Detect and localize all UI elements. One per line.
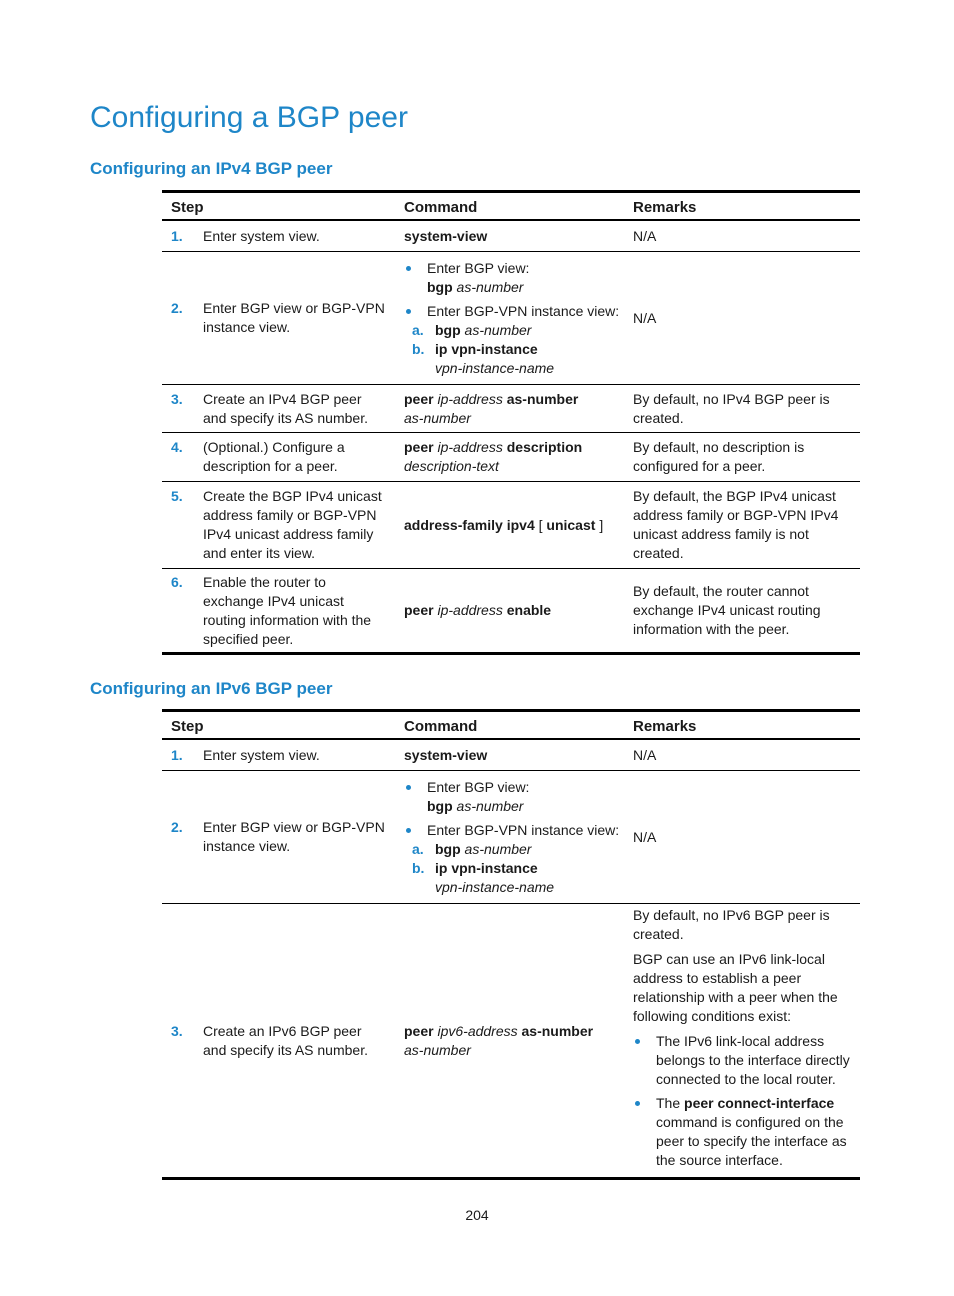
table-header: [162, 709, 860, 740]
step-number: 3.: [171, 390, 183, 407]
table-row: 3. Create an IPv6 BGP peer and specify its AS number. peer ipv6-address as-number as-number By default, no IPv6 BGP peer is created. BGP can use an IPv6 link-local address to establish a peer relationship with a peer when the following conditions exist: The IPv6 link-local address belongs to the interface directly connected to the local router. The peer connect-interface command is configured on the peer to specify the interface as the source interface.: [162, 904, 860, 1180]
list-item: Enter BGP view: bgp as-number: [404, 778, 619, 816]
step-number: 6.: [171, 573, 183, 590]
command-options: [404, 778, 619, 897]
remarks-text: N/A: [633, 746, 657, 763]
step-number: 2.: [171, 300, 183, 316]
command-keyword: system-view: [404, 227, 488, 244]
table-row: 5. Create the BGP IPv4 unicast address family or BGP-VPN IPv4 unicast address family and enter its view. address-family ipv4 [ unicast ] By default, the BGP IPv4 unicast address family or BGP-VPN IPv4 unicast address family is not created.: [162, 482, 860, 569]
step-text: Create an IPv4 BGP peer and specify its AS number.: [203, 390, 368, 426]
page-number: 204: [465, 1207, 489, 1223]
step-number: 1.: [171, 227, 183, 244]
bullet-icon: [406, 266, 411, 271]
step-text: Enable the router to exchange IPv4 unicast routing information with the specified peer.: [203, 573, 372, 647]
table-row: [162, 771, 860, 904]
step-number: 4.: [171, 439, 183, 455]
remarks-text: By default, the router cannot exchange IPv4 unicast routing information with the peer.: [633, 583, 821, 637]
column-header-remarks: Remarks: [633, 199, 697, 216]
bullet-icon: [635, 1101, 640, 1106]
table-row: [162, 252, 860, 385]
column-header-command: Command: [404, 199, 478, 216]
remarks-text: BGP can use an IPv6 link-local address to establish a peer relationship with a peer when the following conditions exist:: [633, 951, 838, 1024]
step-text: Create an IPv6 BGP peer and specify its AS number.: [203, 1022, 368, 1058]
remarks-text: By default, no description is configured for a peer.: [633, 439, 805, 474]
remarks-text: By default, no IPv6 BGP peer is created.: [633, 907, 830, 942]
ipv4-table: [162, 190, 860, 655]
table-row: 4. (Optional.) Configure a description for a peer. peer ip-address description description-text By default, no description is configured for a peer.: [162, 433, 860, 482]
table-row: 3. Create an IPv4 BGP peer and specify its AS number. peer ip-address as-number as-number By default, no IPv4 BGP peer is created.: [162, 385, 860, 433]
command-keyword: system-view: [404, 746, 488, 763]
bullet-icon: [406, 309, 411, 314]
list-item: Enter BGP-VPN instance view: a. bgp as-number b. ip vpn-instance vpn-instance-name: [404, 302, 619, 378]
command-options: [404, 259, 619, 378]
page-title: Configuring a BGP peer: [90, 101, 408, 134]
remarks-text: By default, the BGP IPv4 unicast address family or BGP-VPN IPv4 unicast address family is not created.: [633, 488, 839, 561]
table-row: [162, 740, 860, 771]
step-text: Enter BGP view or BGP-VPN instance view.: [203, 819, 385, 854]
bullet-icon: [635, 1039, 640, 1044]
step-text: Enter system view.: [203, 746, 320, 763]
section-heading-ipv6: Configuring an IPv6 BGP peer: [90, 679, 333, 698]
table-row: 6. Enable the router to exchange IPv4 unicast routing information with the specified peer. peer ip-address enable By default, the router cannot exchange IPv4 unicast routing information with the peer.: [162, 569, 860, 655]
remarks-text: N/A: [633, 828, 657, 845]
step-number: 3.: [171, 1022, 183, 1039]
remarks-text: N/A: [633, 227, 657, 244]
bullet-icon: [406, 785, 411, 790]
list-item: Enter BGP-VPN instance view: a. bgp as-number b. ip vpn-instance vpn-instance-name: [404, 821, 619, 897]
step-number: 5.: [171, 488, 183, 504]
step-text: (Optional.) Configure a description for a peer.: [203, 439, 345, 474]
column-header-step: Step: [171, 718, 204, 735]
remarks-list: [633, 1032, 854, 1170]
step-number: 1.: [171, 746, 183, 763]
step-number: 2.: [171, 819, 183, 835]
column-header-step: Step: [171, 199, 204, 216]
remarks-text: By default, no IPv4 BGP peer is created.: [633, 390, 830, 426]
step-text: Create the BGP IPv4 unicast address family or BGP-VPN IPv4 unicast address family and enter its view.: [203, 488, 382, 561]
list-item: The IPv6 link-local address belongs to the interface directly connected to the local router.: [633, 1032, 854, 1089]
step-text: Enter BGP view or BGP-VPN instance view.: [203, 300, 385, 335]
step-text: Enter system view.: [203, 227, 320, 244]
remarks-text: N/A: [633, 309, 657, 326]
table-row: [162, 221, 860, 252]
list-item: Enter BGP view: bgp as-number: [404, 259, 619, 297]
section-heading-ipv4: Configuring an IPv4 BGP peer: [90, 159, 333, 178]
column-header-command: Command: [404, 718, 478, 735]
bullet-icon: [406, 828, 411, 833]
table-header: [162, 190, 860, 221]
list-item: The peer connect-interface command is configured on the peer to specify the interface as the source interface.: [633, 1094, 854, 1170]
column-header-remarks: Remarks: [633, 718, 697, 735]
ipv6-table: [162, 709, 860, 1180]
